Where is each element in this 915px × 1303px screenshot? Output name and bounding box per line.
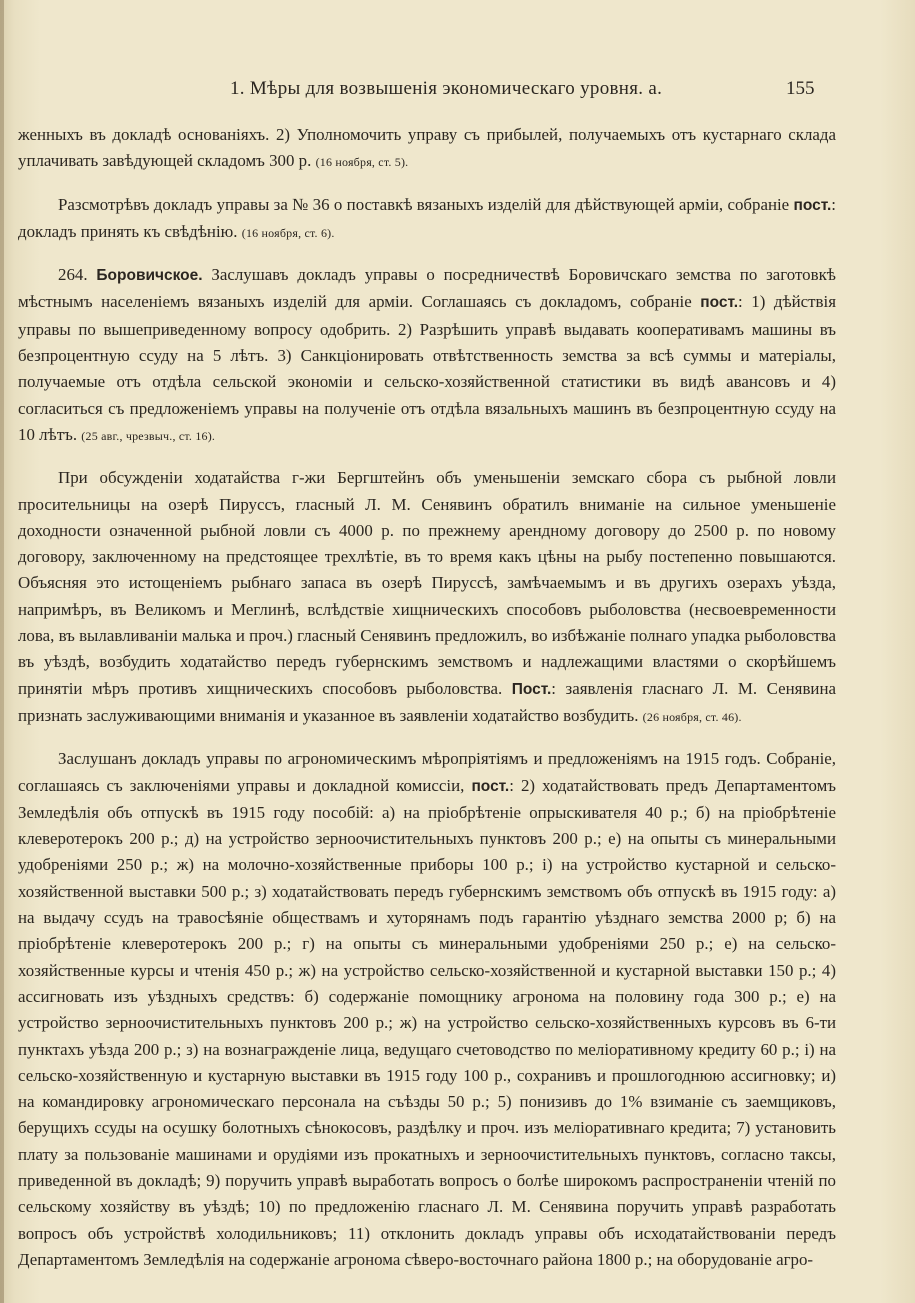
paragraph-text: Разсмотрѣвъ докладъ управы за № 36 о поставкѣ вязаныхъ изделій для дѣйствующей арміи, собраніе [58, 194, 790, 214]
paragraph-3 [18, 262, 836, 449]
page-number: 155 [786, 78, 815, 99]
paragraph-text: Заслушавъ докладъ управы о посредничествѣ Боровичскаго земства по заготовкѣ мѣстнымъ населеніемъ вязаныхъ изделій для арміи. Соглашаясь съ докладомъ, собраніе [18, 265, 836, 312]
resolution-marker: Пост. [511, 680, 552, 698]
resolution-marker: пост. [471, 777, 510, 795]
session-reference: (25 авг., чрезвыч., ст. 16). [81, 428, 216, 443]
session-reference: (16 ноября, ст. 5). [315, 155, 409, 170]
resolution-marker: пост. [700, 294, 739, 312]
header-title: 1. Мѣры для возвышенія экономическаго уровня. а. [230, 78, 663, 99]
resolution-marker: пост. [793, 196, 832, 214]
paragraph-text: : 2) ходатайствовать предъ Департаментомъ Земледѣлія объ отпускѣ въ 1915 году пособій: а) на пріобрѣтеніе опрыскивателя 40 р.; б) на пріобрѣтеніе клеверотерокъ 200 р.; д) на устройство зерноочистительныхъ пунктовъ 200 р.; е) на опыты съ минеральными удобреніями 250 р.; ж) на молочно-хозяйственные приборы 100 р.; і) на устройство кустарной и сельско-хозяйственной выставки 500 р.; з) ходатайствовать передъ губернскимъ земствомъ объ отпускѣ въ 1915 году: а) на выдачу ссудъ на травосѣяніе обществамъ и хуторянамъ подъ гарантію уѣзднаго земства 2000 р; б) на пріобрѣтеніе клеверотерокъ 200 р.; г) на опыты съ минеральными удобреніями 250 р.; е) на сельско-хозяйственные курсы и чтенія 450 р.; ж) на устройство сельско-хозяйственной и кустарной выставки 150 р.; 4) ассигновать изъ уѣздныхъ средствъ: б) содержаніе помощнику агронома на половину года 300 р.; е) на устройство зерноочистительныхъ пунктовъ 200 р.; ж) на устройство сельско-хозяйственныхъ курсовъ въ 6-ти пунктахъ уѣзда 200 р.; з) на вознагражденіе лица, ведущаго счетоводство по меліоративному кредиту 60 р.; і) на сельско-хозяйственную и кустарную выставки въ 1915 году 100 р., сохранивъ и прошлогоднюю ассигновку; и) на командировку агрономическаго персонала на съѣзды 50 р.; 5) понизивъ до 1% взиманіе съ заемщиковъ, берущихъ ссуды на осушку болотныхъ сѣнокосовъ, раздѣлку и проч. изъ меліоративнаго кредита; 7) установить плату за пользованіе машинами и орудіями изъ прокатныхъ и зерноочистительныхъ пунктовъ, согласно таксы, приведенной въ докладѣ; 9) поручить управѣ выработать вопросъ о болѣе широкомъ распространеніи чтеній по сельскому хозяйству въ уѣздѣ; 10) по предложенію гласнаго Л. М. Сенявина поручить управѣ разработать вопросъ объ устройствѣ холодильниковъ; 11) отклонить докладъ управы объ исходатайствованіи передъ Департаментомъ Земледѣлія на содержаніе агронома сѣверо-восточнаго района 1800 р.; на оборудованіе агро- [18, 775, 836, 1269]
session-reference: (16 ноября, ст. 6). [241, 225, 335, 240]
paragraph-text: Заслушанъ докладъ управы по агрономическимъ мѣропріятіямъ и предложеніямъ на 1915 годъ. Собраніе, соглашаясь съ заключеніями управы и докладной комиссіи, [18, 749, 836, 795]
body-text [18, 122, 836, 1289]
paragraph-5 [18, 746, 836, 1273]
paragraph-1 [18, 122, 836, 176]
paragraph-text: : докладъ принять къ свѣдѣнію. [18, 194, 836, 241]
paragraph-text: : 1) дѣйствія управы по вышеприведенному вопросу одобрить. 2) Разрѣшить управѣ выдавать кооперативамъ машины въ безпроцентную ссуду на 5 лѣтъ. 3) Санкціонировать отвѣтственность земства за всѣ суммы и матеріалы, получаемые отъ отдѣла сельской экономіи и сельско-хозяйственной статистики въ видѣ авансовъ и 4) согласиться съ предложеніемъ управы на полученіе отъ отдѣла вязальныхъ машинъ въ безпроцентную ссуду на 10 лѣтъ. [18, 292, 836, 444]
paragraph-2 [18, 192, 836, 247]
paragraph-text: женныхъ въ докладѣ основаніяхъ. 2) Уполномочить управу съ прибылей, получаемыхъ отъ кустарнаго склада уплачивать завѣдующей складомъ 300 р. [18, 125, 836, 171]
section-name: Боровичское. [96, 267, 203, 285]
paragraph-4 [18, 465, 836, 730]
paragraph-text: : заявленія гласнаго Л. М. Сенявина признать заслуживающими вниманія и указанное въ заявленіи ходатайство возбудить. [18, 678, 836, 725]
running-header [0, 78, 915, 108]
session-reference: (26 ноября, ст. 46). [642, 709, 742, 724]
binding-edge [0, 0, 4, 1303]
section-number: 264. [58, 265, 88, 285]
paragraph-text: При обсужденіи ходатайства г-жи Бергштейнъ объ уменьшеніи земскаго сбора съ рыбной ловли просительницы на озерѣ Пируссъ, гласный Л. М. Сенявинъ обратилъ вниманіе на сильное уменьшеніе доходности означенной рыбной ловли съ 4000 р. по прежнему арендному договору до 2500 р. по новому договору, заключенному на предстоящее трехлѣтіе, въ то время какъ цѣны на рыбу постепенно повышаются. Объясняя это истощеніемъ рыбнаго запаса въ озерѣ Пируссѣ, замѣчаемымъ и въ другихъ озерахъ уѣзда, напримѣръ, въ Великомъ и Меглинѣ, вслѣдствіе хищническихъ способовъ рыболовства (несвоевременности лова, въ вылавливаніи малька и проч.) гласный Сенявинъ предложилъ, во избѣжаніе полнаго упадка рыболовства въ уѣздѣ, возбудить ходатайство передъ губернскимъ земствомъ и надлежащими властями о скорѣйшемъ принятіи мѣръ противъ хищническихъ способовъ рыболовства. [18, 468, 836, 698]
